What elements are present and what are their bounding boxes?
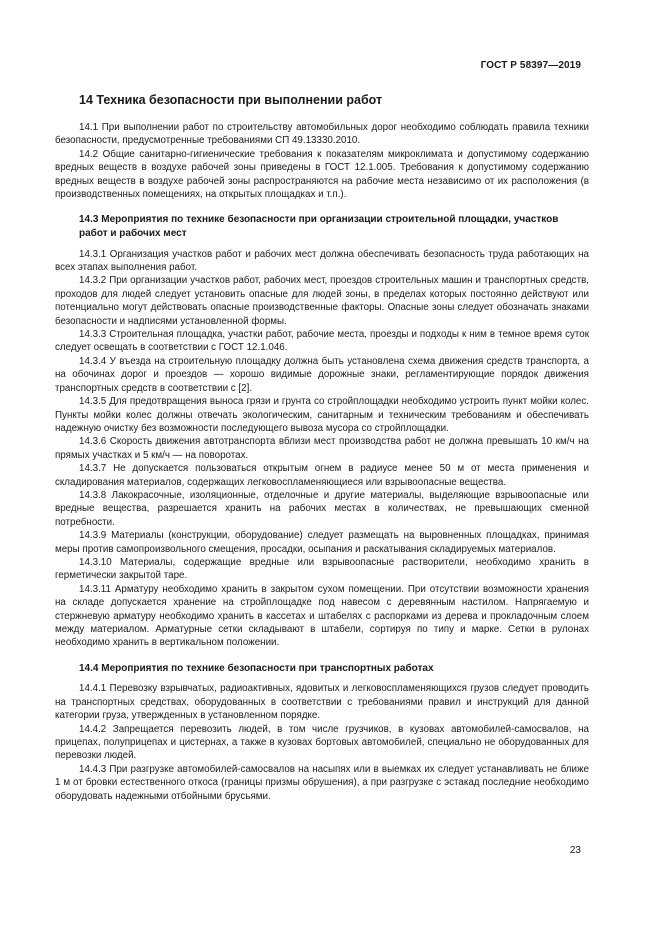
subsection-title: 14.3 Мероприятия по технике безопасности при организации строительной площадки, участков работ и рабочих мест: [79, 214, 559, 240]
paragraph: 14.3.11 Арматуру необходимо хранить в закрытом сухом помещении. При отсутствии возможности хранения на складе допускается хранение на стройплощадке под навесом с деревянным настилом. Напрягаемую и стержневую арматуру необходимо хранить в кассетах и штабелях с распорками из дерева и прокладочным слоем между материалом. Арматурные сетки складывают в штабели, сортируя по типу и марке. Сетки в рулонах необходимо хранить в вертикальном положении.: [55, 583, 589, 649]
paragraph: 14.2 Общие санитарно-гигиенические требования к показателям микроклимата и допустимому содержанию вредных веществ в воздухе рабочей зоны приведены в ГОСТ 12.1.005. Требования к допустимому содержанию вредных веществ в воздухе рабочей зоны распространяются на рабочие места независимо от их расположения (в производственных помещениях, на открытых площадках и т.п.).: [55, 148, 589, 201]
paragraph: 14.3.6 Скорость движения автотранспорта вблизи мест производства работ не должна превышать 10 км/ч на прямых участках и 5 км/ч — на поворотах.: [55, 436, 589, 461]
paragraph: 14.3.1 Организация участков работ и рабочих мест должна обеспечивать безопасность труда работающих на всех этапах выполнения работ.: [55, 248, 589, 274]
standard-code: ГОСТ Р 58397—2019: [480, 60, 581, 71]
paragraph: 14.1 При выполнении работ по строительству автомобильных дорог необходимо соблюдать правила техники безопасности, предусмотренные требованиями СП 49.13330.2010.: [55, 122, 589, 147]
paragraph: 14.3.9 Материалы (конструкции, оборудование) следует размещать на выровненных площадках, принимая меры против самопроизвольного смещения, просадки, осыпания и раскатывания складируемых материалов.: [55, 530, 589, 555]
paragraph: 14.4.2 Запрещается перевозить людей, в том числе грузчиков, в кузовах автомобилей-самосвалов, на прицепах, полуприцепах и цистернах, а также в кузовах бортовых автомобилей, специально не оборудованных для перевозки людей.: [55, 723, 589, 762]
paragraph: 14.3.5 Для предотвращения выноса грязи и грунта со стройплощадки необходимо устроить пункт мойки колес. Пункты мойки колес должны отвечать экологическим, санитарным и техническим требованиям и обеспечивать надежную очистку без возможности последующего вывоза мусора со стройплощадки.: [55, 396, 589, 434]
page-number: 23: [569, 845, 581, 856]
paragraph: 14.3.3 Строительная площадка, участки работ, рабочие места, проезды и подходы к ним в темное время суток следует освещать в соответствии с ГОСТ 12.1.046.: [55, 329, 589, 354]
paragraph: 14.4.3 При разгрузке автомобилей-самосвалов на насыпях или в выемках их следует устанавливать не ближе 1 м от бровки естественного откоса (границы призмы обрушения), а при разгрузке с эстакад последние необходимо оборудовать надежными отбойными брусьями.: [55, 763, 589, 802]
paragraph: 14.3.7 Не допускается пользоваться открытым огнем в радиусе менее 50 м от места применения и складирования материалов, содержащих легковоспламеняющиеся или взрывоопасные вещества.: [55, 463, 589, 488]
paragraph: 14.3.10 Материалы, содержащие вредные или взрывоопасные растворители, необходимо хранить в герметически закрытой таре.: [55, 556, 589, 582]
paragraph: 14.3.2 При организации участков работ, рабочих мест, проездов строительных машин и транспортных средств, проходов для людей следует установить опасные для людей зоны, в пределах которых постоянно действуют или потенциально могут действовать опасные производственные факторы. Опасные зоны следует обозначать знаками безопасности и надписями установленной формы.: [55, 275, 589, 327]
subsection-title: 14.4 Мероприятия по технике безопасности при транспортных работах: [79, 662, 434, 674]
paragraph: 14.4.1 Перевозку взрывчатых, радиоактивных, ядовитых и легковоспламеняющихся грузов следует проводить на транспортных средствах, оборудованных в соответствии с требованиями правил и инструкций для данной категории груза, утвержденных в установленном порядке.: [55, 683, 589, 722]
page-content: [55, 92, 589, 803]
paragraph: 14.3.8 Лакокрасочные, изоляционные, отделочные и другие материалы, выделяющие взрывоопасные или вредные вещества, разрешается хранить на рабочих местах в количествах, не превышающих сменной потребности.: [55, 489, 589, 528]
section-title: 14 Техника безопасности при выполнении работ: [79, 93, 383, 107]
paragraph: 14.3.4 У въезда на строительную площадку должна быть установлена схема движения средств транспорта, а на обочинах дорог и проездов — хорошо видимые дорожные знаки, регламентирующие порядок движения транспортных средств в соответствии с [2].: [55, 355, 589, 394]
